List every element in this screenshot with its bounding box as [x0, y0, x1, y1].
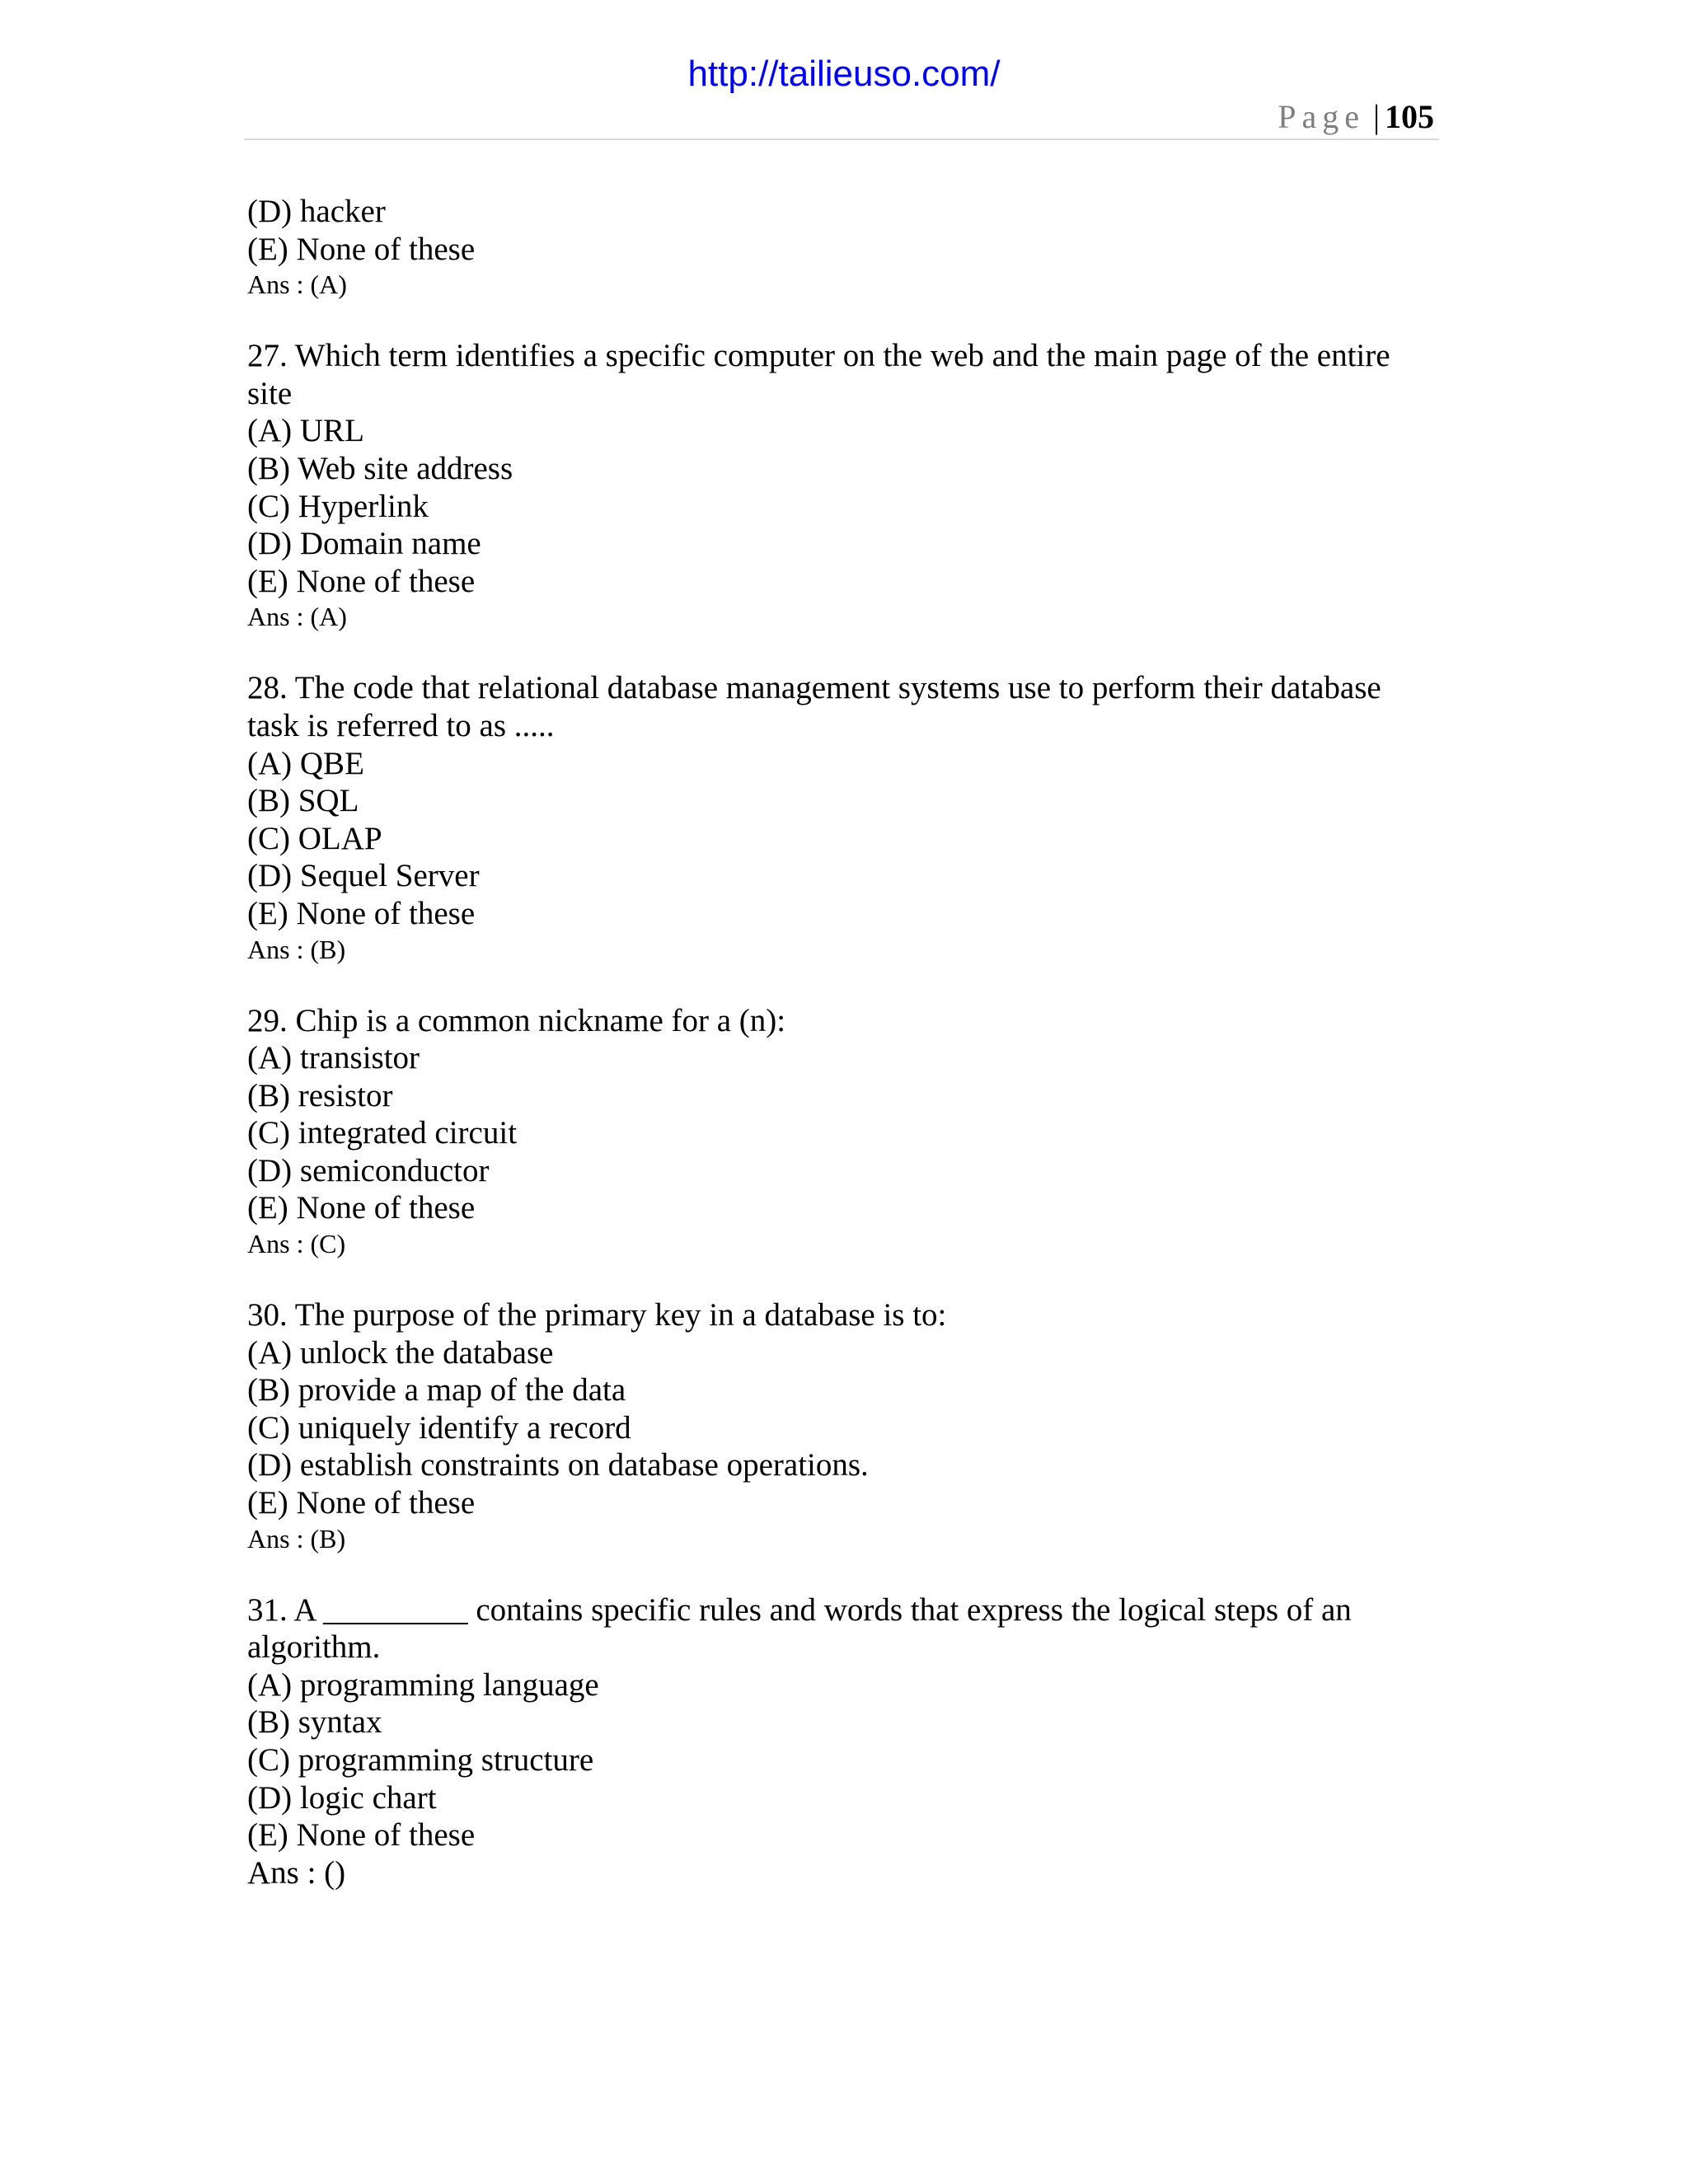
option: (D) semiconductor: [247, 1152, 490, 1188]
page-separator: |: [1372, 98, 1380, 135]
question-text: task is referred to as .....: [247, 707, 555, 743]
carryover-question: [247, 193, 1442, 301]
option: (C) integrated circuit: [247, 1115, 518, 1151]
option: (A) QBE: [247, 745, 364, 781]
page-word: Page: [1278, 98, 1365, 135]
header-divider: [244, 138, 1439, 140]
option: (B) Web site address: [247, 450, 513, 486]
option: (D) Domain name: [247, 526, 481, 562]
option: (E) None of these: [247, 895, 476, 931]
answer: Ans : (B): [247, 1523, 346, 1554]
option: (C) OLAP: [247, 820, 382, 856]
option: (B) syntax: [247, 1704, 382, 1741]
option: (A) transistor: [247, 1040, 420, 1076]
option: (A) URL: [247, 413, 364, 449]
question-27: [247, 337, 1442, 633]
header-url-link[interactable]: http://tailieuso.com/: [687, 54, 1001, 94]
question-text: 29. Chip is a common nickname for a (n):: [247, 1002, 786, 1038]
question-text: 27. Which term identifies a specific computer on the web and the main page of the entire: [247, 338, 1390, 374]
option: (B) SQL: [247, 783, 359, 819]
question-text: 28. The code that relational database management systems use to perform their database: [247, 670, 1381, 706]
question-text: 31. A _________ contains specific rules and words that express the logical steps of an: [247, 1591, 1352, 1628]
option: (C) programming structure: [247, 1742, 594, 1778]
option: (D) Sequel Server: [247, 858, 480, 894]
option: (D) hacker: [247, 194, 386, 229]
question-30: [247, 1296, 1442, 1555]
option: (E) None of these: [247, 1485, 476, 1521]
option: (E) None of these: [247, 1817, 476, 1854]
question-text: site: [247, 375, 293, 411]
answer: Ans : (A): [247, 602, 347, 632]
option: (E) None of these: [247, 1190, 476, 1226]
question-text: algorithm.: [247, 1629, 381, 1666]
answer: Ans : (A): [247, 269, 347, 300]
answer: Ans : (): [247, 1854, 346, 1891]
page-number: 105: [1385, 98, 1434, 135]
question-31: [247, 1591, 1442, 1892]
option: (C) uniquely identify a record: [247, 1409, 631, 1446]
option: (A) unlock the database: [247, 1334, 554, 1371]
answer: Ans : (C): [247, 1229, 346, 1259]
page-number-label: [1278, 96, 1434, 138]
option: (E) None of these: [247, 563, 476, 599]
option: (D) establish constraints on database operations.: [247, 1447, 869, 1483]
answer: Ans : (B): [247, 934, 346, 964]
option: (E) None of these: [247, 231, 476, 267]
option: (B) resistor: [247, 1077, 393, 1113]
question-29: [247, 1002, 1442, 1261]
option: (C) Hyperlink: [247, 488, 429, 524]
question-28: [247, 669, 1442, 965]
option: (B) provide a map of the data: [247, 1372, 626, 1408]
document-body: [247, 193, 1442, 1891]
option: (A) programming language: [247, 1666, 599, 1703]
option: (D) logic chart: [247, 1779, 437, 1816]
question-text: 30. The purpose of the primary key in a database is to:: [247, 1297, 947, 1333]
